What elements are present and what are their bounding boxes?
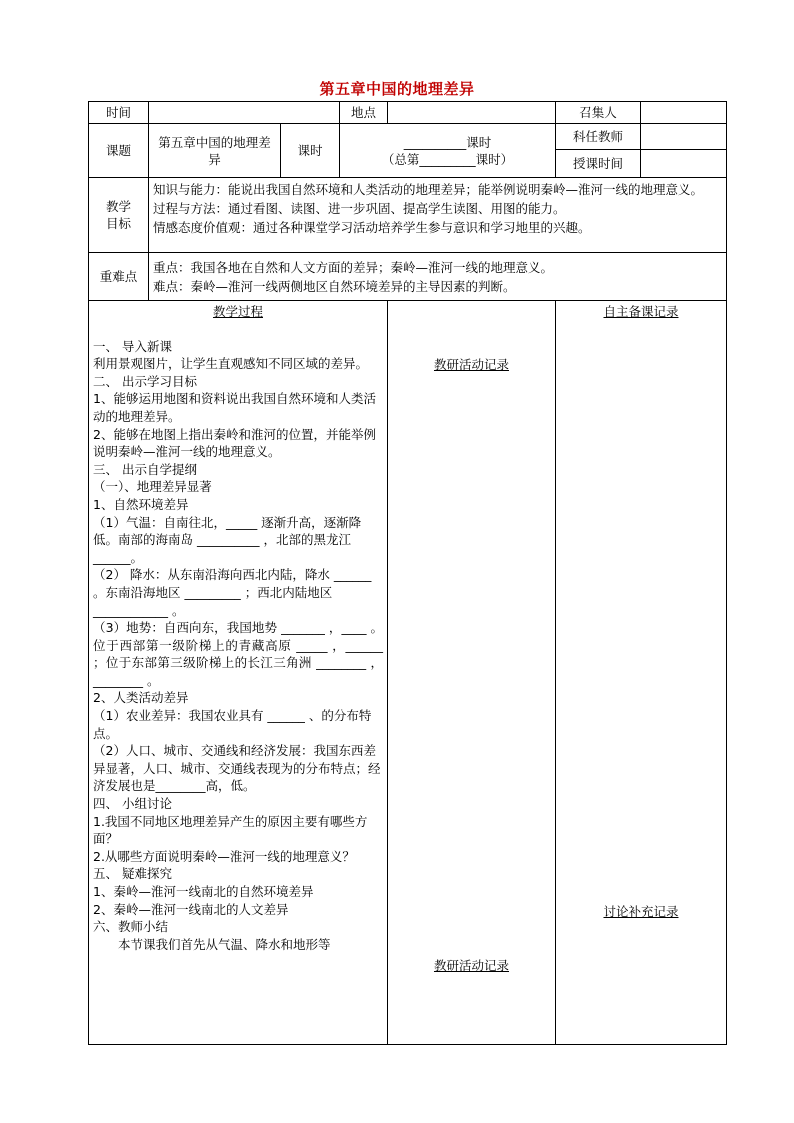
process-line: 二、 出示学习目标 bbox=[93, 373, 197, 389]
process-line: 2、人类活动差异 bbox=[93, 690, 189, 706]
process-line: 三、 出示自学提纲 bbox=[93, 461, 197, 477]
middle-column bbox=[388, 301, 556, 1045]
process-line: 1、自然环境差异 bbox=[93, 496, 189, 512]
process-line: （1）气温：自南往北，_____ 逐渐升高，逐渐降低。南部的海南岛 __________ ，北部的黑龙江 ______。 bbox=[93, 514, 362, 565]
process-line: 六、教师小结 bbox=[93, 919, 169, 935]
goals-label bbox=[89, 178, 149, 253]
process-line: （2） 降水：从东南沿海向西北内陆，降水 ______ 。东南沿海地区 _________ ；西北内陆地区 ____________ 。 bbox=[93, 567, 372, 618]
lecture-time-label: 授课时间 bbox=[556, 150, 641, 178]
research-record-2: 教研活动记录 bbox=[433, 958, 509, 973]
goals-content bbox=[149, 178, 727, 253]
goal-item: 过程与方法：通过看图、读图、进一步巩固、提高学生读图、用图的能力。 bbox=[153, 201, 566, 216]
lecture-time-value[interactable] bbox=[641, 150, 727, 178]
process-line: 2.从哪些方面说明秦岭—淮河一线的地理意义？ bbox=[93, 848, 355, 864]
goals-label-text: 教学目标 bbox=[105, 199, 131, 231]
place-label: 地点 bbox=[340, 102, 388, 124]
right-column bbox=[556, 301, 727, 1045]
subject-teacher-label: 科任教师 bbox=[556, 124, 641, 150]
process-line: 本节课我们首先从气温、降水和地形等 bbox=[118, 936, 331, 952]
process-line: 四、 小组讨论 bbox=[93, 796, 172, 812]
process-heading: 教学过程 bbox=[212, 304, 263, 319]
process-line: （3）地势：自西向东，我国地势 _______ ，____ 。位于西部第一级阶梯上的青藏高原 _____ ，______ ；位于东部第三级阶梯上的长江三角洲 ________ ，________ 。 bbox=[93, 620, 383, 688]
convener-value[interactable] bbox=[641, 102, 727, 124]
process-line: 2、秦岭—淮河一线南北的人文差异 bbox=[93, 901, 289, 917]
focus-content bbox=[149, 253, 727, 301]
focus-label: 重难点 bbox=[89, 253, 149, 301]
convener-label: 召集人 bbox=[556, 102, 641, 124]
place-value[interactable] bbox=[388, 102, 556, 124]
goal-item: 知识与能力：能说出我国自然环境和人类活动的地理差异；能举例说明秦岭—淮河一线的地理意义。 bbox=[153, 182, 704, 197]
process-line: 1.我国不同地区地理差异产生的原因主要有哪些方面？ bbox=[93, 813, 368, 847]
process-line: 一、 导入新课 bbox=[93, 338, 172, 354]
topic-value: 第五章中国的地理差异 bbox=[149, 124, 281, 178]
lesson-plan-table bbox=[88, 101, 727, 1045]
period-label: 课时 bbox=[281, 124, 340, 178]
process-line: 五、 疑难探究 bbox=[93, 866, 172, 882]
process-line: （1）农业差异：我国农业具有 ______ 、的分布特点。 bbox=[93, 708, 372, 741]
time-value[interactable] bbox=[149, 102, 340, 124]
subject-teacher-value[interactable] bbox=[641, 124, 727, 150]
focus-item: 难点：秦岭—淮河一线两侧地区自然环境差异的主导因素的判断。 bbox=[153, 278, 516, 294]
period-line2: （总第_________课时） bbox=[381, 151, 514, 167]
process-line: （一）、地理差异显著 bbox=[93, 479, 212, 495]
topic-label: 课题 bbox=[89, 124, 149, 178]
period-value bbox=[340, 124, 556, 178]
self-prep-record: 自主备课记录 bbox=[603, 304, 679, 319]
goal-item: 情感态度价值观：通过各种课堂学习活动培养学生参与意识和学习地里的兴趣。 bbox=[153, 220, 591, 235]
period-line1: __________课时 bbox=[403, 134, 492, 150]
process-line: 2、能够在地图上指出秦岭和淮河的位置，并能举例说明秦岭—淮河一线的地理意义。 bbox=[93, 426, 376, 460]
time-label: 时间 bbox=[89, 102, 149, 124]
focus-item: 重点：我国各地在自然和人文方面的差异；秦岭—淮河一线的地理意义。 bbox=[153, 259, 554, 275]
discussion-record: 讨论补充记录 bbox=[603, 904, 679, 919]
process-line: 利用景观图片，让学生直观感知不同区域的差异。 bbox=[93, 356, 369, 372]
process-line: （2）人口、城市、交通线和经济发展：我国东西差异显著，人口、城市、交通线表现为的分布特点；经济发展也是________高，低。 bbox=[93, 743, 381, 794]
process-line: 1、秦岭—淮河一线南北的自然环境差异 bbox=[93, 884, 314, 899]
research-record-1: 教研活动记录 bbox=[433, 357, 509, 372]
process-line: 1、能够运用地图和资料说出我国自然环境和人类活动的地理差异。 bbox=[93, 391, 376, 424]
process-cell bbox=[89, 301, 388, 1045]
page-title: 第五章中国的地理差异 bbox=[319, 80, 475, 98]
